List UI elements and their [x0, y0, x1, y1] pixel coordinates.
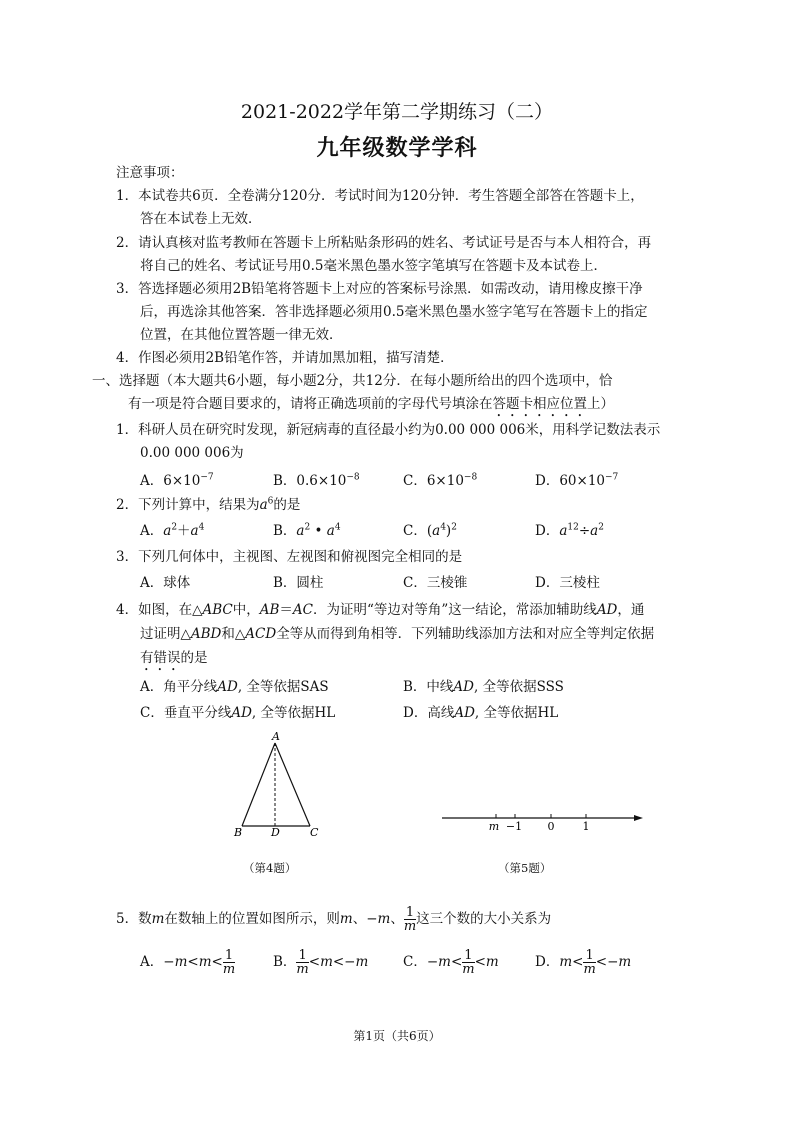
q4-option-b: B．中线AD, 全等依据SSS [403, 679, 564, 695]
notice-item-1: 1．本试卷共6页．全卷满分120分．考试时间为120分钟．考生答题全部答在答题卡上， [116, 188, 644, 204]
side-ac [275, 743, 310, 826]
notice-item-3-cont1: 后，再选涂其他答案．答非选择题必须用0.5毫米黑色墨水签字笔写在答题卡上的指定 [140, 304, 648, 320]
figure-5-caption: （第5题） [498, 861, 552, 875]
section1-heading: 一、选择题（本大题共6小题，每小题2分，共12分．在每小题所给出的四个选项中，恰 [92, 373, 613, 389]
notice-item-3: 3．答选择题必须用2B铅笔将答题卡上对应的答案标号涂黑．如需改动，请用橡皮擦干净 [116, 281, 643, 297]
fraction-one-over-m: $\frac{1}{m}$ [403, 905, 417, 934]
label-c: C [310, 826, 319, 839]
q3-option-b: B．圆柱 [273, 575, 324, 591]
notice-item-2-cont: 将自己的姓名、考试证号用0.5毫米黑色墨水签字笔填写在答题卡及本试卷上． [140, 258, 607, 274]
q2-option-a: A．$a^2+a^4$ [140, 522, 205, 539]
label-1: 1 [582, 820, 590, 833]
q5-stem: 5．数m在数轴上的位置如图所示，则m、−m、 $\frac{1}{m}$ 这三个数的大小关系为 [116, 905, 552, 934]
q3-stem: 3．下列几何体中，主视图、左视图和俯视图完全相同的是 [116, 549, 463, 565]
label-b: B [234, 826, 243, 839]
q4-option-c: C．垂直平分线AD, 全等依据HL [140, 705, 336, 721]
q3-option-a: A．球体 [140, 575, 191, 591]
section1-heading-cont: 有一项是符合题目要求的，请将正确选项前的字母代号填涂在答题卡相应位置上） [128, 396, 614, 412]
q4-stem-cont2: 有错误的是 [140, 650, 208, 666]
q2-option-b: B．$a^2$ • $a^4$ [273, 522, 341, 539]
figure-4-caption: （第4题） [243, 861, 297, 875]
notice-item-1-cont: 答在本试卷上无效． [140, 211, 262, 227]
emphasis-answer-position: 答题卡相应位置 [492, 396, 587, 412]
q5-option-c: C．−m< $\frac{1}{m}$ <m [403, 948, 499, 977]
label-a: A [272, 730, 280, 743]
exam-subtitle: 九年级数学学科 [316, 135, 478, 161]
q4-option-a: A．角平分线AD, 全等依据SAS [140, 679, 329, 695]
label-d: D [271, 826, 280, 839]
q1-option-c: C．$6\times 10^{-8}$ [403, 472, 478, 489]
q2-option-c: C．$(a^4)^2$ [403, 522, 457, 539]
notice-heading: 注意事项： [116, 165, 184, 181]
q1-option-b: B．$0.6\times 10^{-8}$ [273, 472, 360, 489]
q3-option-c: C．三棱锥 [403, 575, 468, 591]
figure-5-number-line [440, 805, 650, 835]
q5-option-a: A．−m<m< $\frac{1}{m}$ [140, 948, 236, 977]
q1-stem: 1．科研人员在研究时发现，新冠病毒的直径最小约为0.00 000 006米，用科学记数法表示 [116, 422, 661, 438]
label-m: m [488, 820, 500, 833]
q4-option-d: D．高线AD, 全等依据HL [403, 705, 559, 721]
exam-title: 2021-2022学年第二学期练习（二） [240, 101, 554, 123]
q2-option-d: D．$a^{12}\div a^2$ [535, 522, 604, 539]
emphasis-has-error: 有错误 [140, 650, 181, 666]
arrow-icon [634, 815, 643, 821]
notice-item-4: 4．作图必须用2B铅笔作答，并请加黑加粗，描写清楚． [116, 350, 454, 366]
q1-stem-cont: 0.00 000 006为 [140, 445, 244, 461]
q3-option-d: D．三棱柱 [535, 575, 600, 591]
notice-item-3-cont2: 位置，在其他位置答题一律无效． [140, 327, 343, 343]
q1-option-a: A．$6\times 10^{-7}$ [140, 472, 214, 489]
notice-item-2: 2．请认真核对监考教师在答题卡上所粘贴条形码的姓名、考试证号是否与本人相符合，再 [116, 235, 652, 251]
q5-option-d: D．m< $\frac{1}{m}$ <−m [535, 948, 632, 977]
q2-stem: 2．下列计算中，结果为$a^6$的是 [116, 496, 301, 513]
q4-stem-cont: 过证明△ABD和△ACD全等从而得到角相等．下列辅助线添加方法和对应全等判定依据 [140, 626, 655, 642]
label-neg1: −1 [505, 820, 523, 833]
label-0: 0 [547, 820, 555, 833]
q4-stem: 4．如图，在△ABC中，AB＝AC．为证明“等边对等角”这一结论，常添加辅助线AD，通 [116, 602, 645, 618]
q5-option-b: B． $\frac{1}{m}$ <m<−m [273, 948, 369, 977]
side-ab [242, 743, 275, 826]
q1-option-d: D．$60\times 10^{-7}$ [535, 472, 619, 489]
page-footer: 第1页（共6页） [353, 1029, 441, 1043]
figure-4-triangle [220, 728, 330, 843]
